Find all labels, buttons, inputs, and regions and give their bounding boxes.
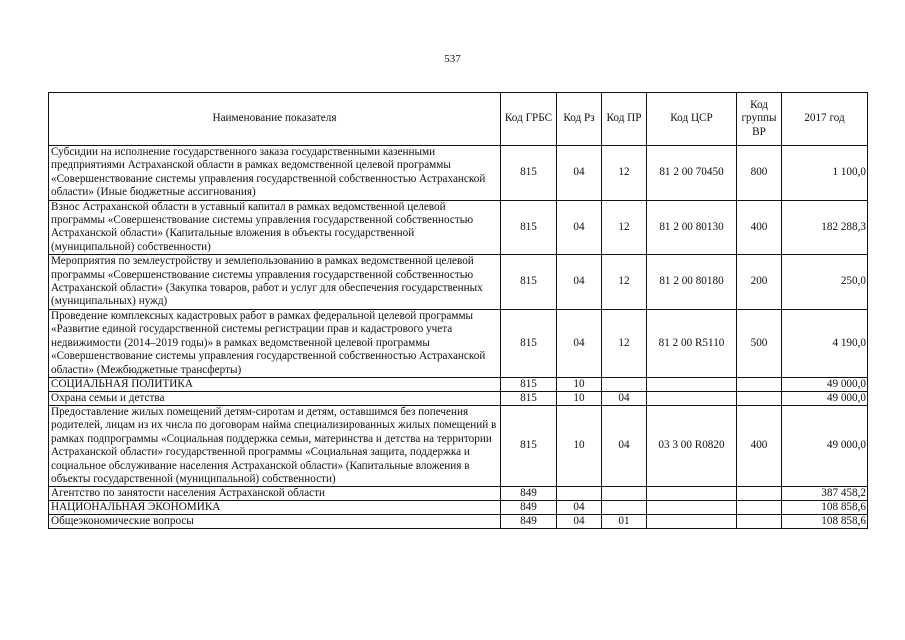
table-body (49, 146, 868, 529)
cell-amount: 4 190,0 (782, 309, 868, 377)
cell-amount: 49 000,0 (782, 377, 868, 391)
table-row (49, 405, 868, 486)
header-rz: Код Рз (557, 93, 602, 146)
cell-rz: 04 (557, 501, 602, 515)
cell-pr: 12 (602, 255, 647, 310)
cell-csr (647, 487, 737, 501)
cell-csr (647, 377, 737, 391)
cell-vr: 400 (737, 405, 782, 486)
cell-rz: 04 (557, 146, 602, 201)
cell-name: СОЦИАЛЬНАЯ ПОЛИТИКА (49, 377, 501, 391)
cell-pr (602, 377, 647, 391)
header-year: 2017 год (782, 93, 868, 146)
cell-rz: 10 (557, 405, 602, 486)
cell-csr: 81 2 00 80180 (647, 255, 737, 310)
cell-grbs: 815 (501, 377, 557, 391)
cell-amount: 1 100,0 (782, 146, 868, 201)
cell-grbs: 849 (501, 515, 557, 529)
cell-csr: 81 2 00 80130 (647, 200, 737, 255)
cell-name: Общеэкономические вопросы (49, 515, 501, 529)
cell-name: Агентство по занятости населения Астраханской области (49, 487, 501, 501)
cell-vr (737, 501, 782, 515)
cell-vr: 200 (737, 255, 782, 310)
cell-amount: 108 858,6 (782, 501, 868, 515)
cell-grbs: 815 (501, 146, 557, 201)
cell-name: Предоставление жилых помещений детям-сиротам и детям, оставшимся без попечения родителей, лицам из их числа по договорам найма специализированных жилых помещений в рамках подпрограммы «Социальная поддержка семьи, материнства и детства на территории Астраханской области» государственной программы «Социальная защита, поддержка и социальное обслуживание населения Астраханской области» (Капитальные вложения в объекты государственной (муниципальной) собственности) (49, 405, 501, 486)
header-vr: Код группы ВР (737, 93, 782, 146)
cell-grbs: 815 (501, 405, 557, 486)
cell-amount: 250,0 (782, 255, 868, 310)
cell-amount: 49 000,0 (782, 391, 868, 405)
cell-rz: 04 (557, 255, 602, 310)
cell-rz (557, 487, 602, 501)
cell-rz: 04 (557, 309, 602, 377)
table-row (49, 515, 868, 529)
cell-grbs: 815 (501, 255, 557, 310)
cell-grbs: 815 (501, 200, 557, 255)
cell-csr (647, 501, 737, 515)
cell-rz: 10 (557, 391, 602, 405)
cell-amount: 49 000,0 (782, 405, 868, 486)
cell-grbs: 849 (501, 501, 557, 515)
cell-rz: 04 (557, 200, 602, 255)
cell-name: Взнос Астраханской области в уставный капитал в рамках ведомственной целевой программы «Совершенствование системы управления государственной собственностью Астраханской области» (Капитальные вложения в объекты государственной (муниципальной) собственности) (49, 200, 501, 255)
cell-pr: 04 (602, 391, 647, 405)
table-row (49, 487, 868, 501)
header-pr: Код ПР (602, 93, 647, 146)
cell-pr: 12 (602, 309, 647, 377)
cell-grbs: 849 (501, 487, 557, 501)
cell-name: Мероприятия по землеустройству и землепользованию в рамках ведомственной целевой программы «Совершенствование системы управления государственной собственностью Астраханской области» (Закупка товаров, работ и услуг для обеспечения государственных (муниципальных) нужд) (49, 255, 501, 310)
header-csr: Код ЦСР (647, 93, 737, 146)
table-row (49, 309, 868, 377)
cell-name: НАЦИОНАЛЬНАЯ ЭКОНОМИКА (49, 501, 501, 515)
header-name: Наименование показателя (49, 93, 501, 146)
table-row (49, 146, 868, 201)
cell-vr (737, 377, 782, 391)
table-header-row (49, 93, 868, 146)
cell-pr: 04 (602, 405, 647, 486)
cell-grbs: 815 (501, 309, 557, 377)
cell-csr: 81 2 00 R5110 (647, 309, 737, 377)
cell-csr: 81 2 00 70450 (647, 146, 737, 201)
cell-rz: 10 (557, 377, 602, 391)
cell-amount: 182 288,3 (782, 200, 868, 255)
cell-amount: 108 858,6 (782, 515, 868, 529)
cell-vr (737, 487, 782, 501)
cell-vr: 800 (737, 146, 782, 201)
cell-csr (647, 515, 737, 529)
cell-pr (602, 487, 647, 501)
budget-table (48, 92, 868, 529)
cell-pr: 01 (602, 515, 647, 529)
cell-rz: 04 (557, 515, 602, 529)
cell-name: Охрана семьи и детства (49, 391, 501, 405)
table-row (49, 200, 868, 255)
cell-vr: 500 (737, 309, 782, 377)
table-row (49, 377, 868, 391)
cell-vr (737, 515, 782, 529)
cell-csr: 03 3 00 R0820 (647, 405, 737, 486)
cell-grbs: 815 (501, 391, 557, 405)
page-number: 537 (444, 53, 461, 65)
cell-name: Проведение комплексных кадастровых работ в рамках федеральной целевой программы «Развитие единой государственной системы регистрации прав и кадастрового учета недвижимости (2014–2019 годы)» в рамках ведомственной целевой программы «Совершенствование системы управления государственной собственностью Астраханской области» (Межбюджетные трансферты) (49, 309, 501, 377)
cell-pr: 12 (602, 200, 647, 255)
cell-name: Субсидии на исполнение государственного заказа государственными казенными предприятиями Астраханской области в рамках ведомственной целевой программы «Совершенствование системы управления государственной собственностью Астраханской области» (Иные бюджетные ассигнования) (49, 146, 501, 201)
cell-amount: 387 458,2 (782, 487, 868, 501)
cell-pr: 12 (602, 146, 647, 201)
cell-pr (602, 501, 647, 515)
table-row (49, 501, 868, 515)
table-row (49, 255, 868, 310)
header-grbs: Код ГРБС (501, 93, 557, 146)
table-row (49, 391, 868, 405)
cell-vr: 400 (737, 200, 782, 255)
cell-csr (647, 391, 737, 405)
cell-vr (737, 391, 782, 405)
